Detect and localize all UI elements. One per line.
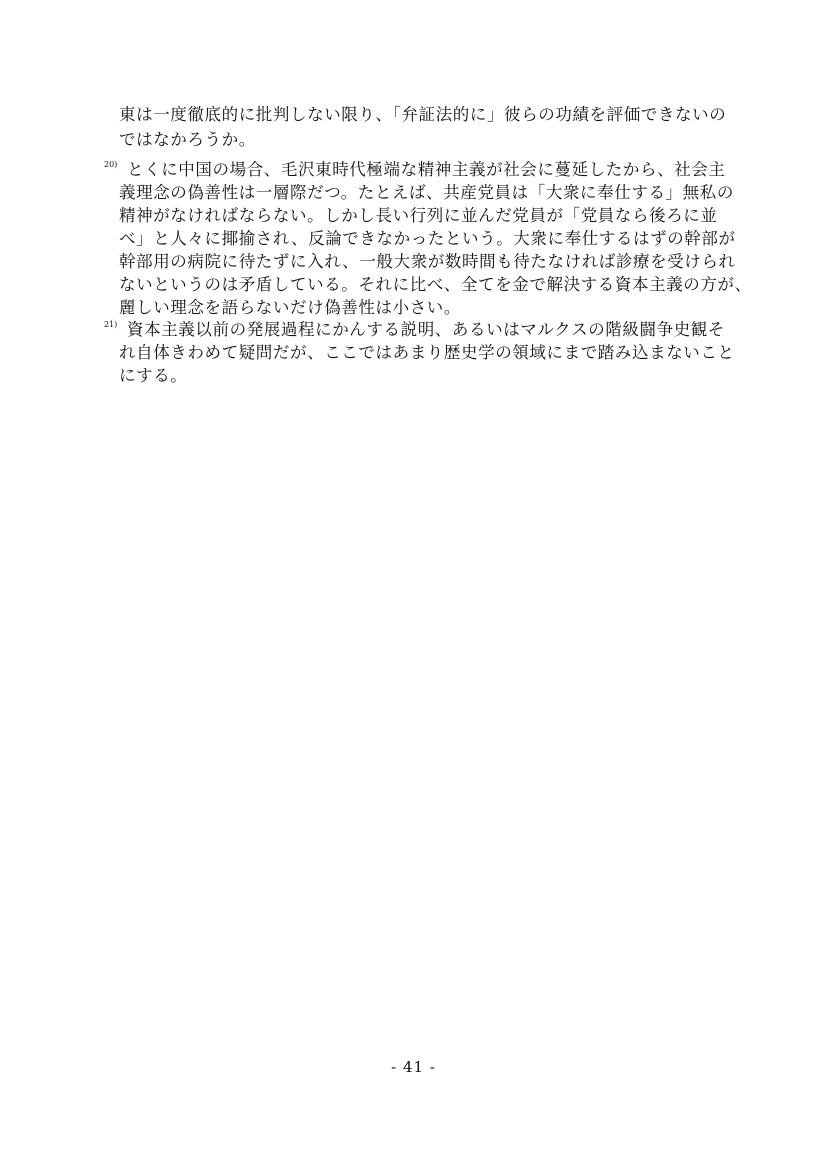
- text-line: 幹部用の病院に待たずに入れ、一般大衆が数時間も待たなければ診療を受けられ: [119, 252, 736, 271]
- text-line: 義理念の偽善性は一層際だつ。たとえば、共産党員は「大衆に奉仕する」無私の: [119, 183, 734, 202]
- text-line: 精神がなければならない。しかし長い行列に並んだ党員が「党員なら後ろに並: [119, 206, 718, 225]
- text-line: 麗しい理念を語らないだけ偽善性は小さい。: [119, 298, 461, 317]
- text-line: にする。: [119, 366, 188, 385]
- text-line: 資本主義以前の発展過程にかんする説明、あるいはマルクスの階級闘争史観そ: [127, 320, 726, 339]
- text-line: ないというのは矛盾している。それに比べ、全てを金で解決する資本主義の方が、: [119, 275, 752, 294]
- page-number: - 41 -: [391, 1058, 436, 1076]
- footnote-number: 20): [104, 160, 118, 169]
- text-line: べ」と人々に揶揄され、反論できなかったという。大衆に奉仕するはずの幹部が: [119, 229, 736, 248]
- text-line: れ自体きわめて疑問だが、ここではあまり歴史学の領域にまで踏み込まないこと: [119, 343, 735, 362]
- footnote-number: 21): [104, 320, 118, 329]
- text-line: とくに中国の場合、毛沢東時代極端な精神主義が社会に蔓延したから、社会主: [127, 160, 726, 179]
- text-line: 東は一度徹底的に批判しない限り、「弁証法的に」彼らの功績を評価できないの: [119, 105, 727, 124]
- text-line: ではなかろうか。: [119, 130, 256, 149]
